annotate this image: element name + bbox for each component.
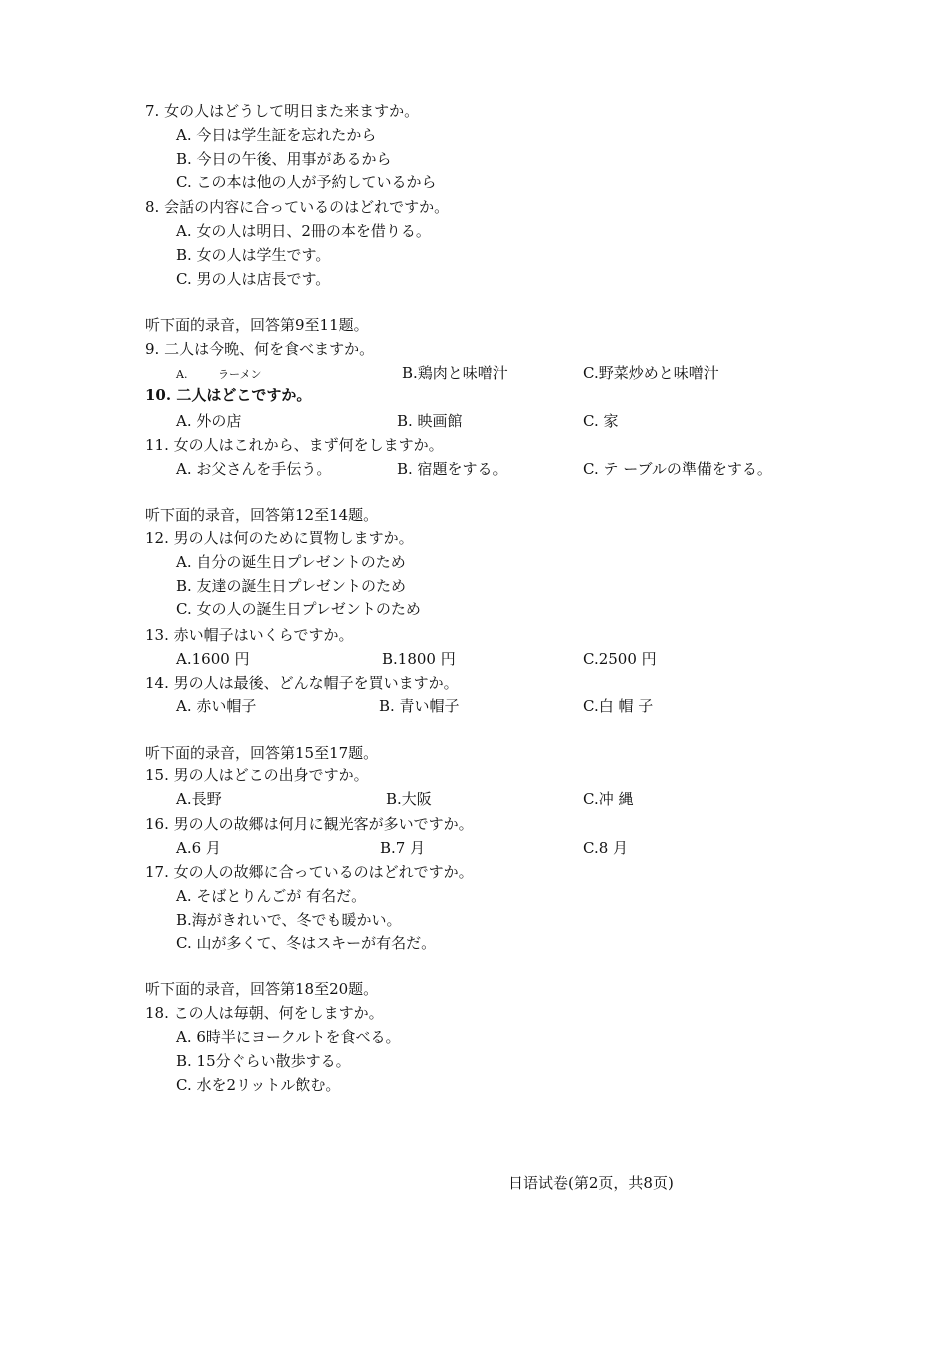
question-12: 12. 男の人は何のために買物しますか。: [145, 529, 414, 547]
q17-option-a: A. そばとりんごが 有名だ。: [176, 887, 367, 905]
q17-option-b: B.海がきれいで、冬でも暖かい。: [176, 911, 402, 929]
question-9: 9. 二人は今晩、何を食べますか。: [145, 340, 375, 358]
question-10: 10. 二人はどこですか。: [145, 386, 312, 404]
section-heading-12-14: 听下面的录音，回答第12至14题。: [145, 506, 379, 524]
q17-option-c: C. 山が多くて、冬はスキーが有名だ。: [176, 934, 437, 952]
q10-option-a: A. 外の店: [176, 412, 242, 430]
q15-option-a: A.長野: [176, 790, 222, 808]
question-13: 13. 赤い帽子はいくらですか。: [145, 626, 354, 644]
q8-option-c: C. 男の人は店長です。: [176, 270, 331, 288]
question-16: 16. 男の人の故郷は何月に観光客が多いですか。: [145, 815, 474, 833]
q8-option-b: B. 女の人は学生です。: [176, 246, 331, 264]
q7-option-a: A. 今日は学生証を忘れたから: [176, 126, 377, 144]
q18-option-c: C. 水を2リットル飲む。: [176, 1076, 341, 1094]
q10-option-b: B. 映画館: [397, 412, 463, 430]
q12-option-b: B. 友達の誕生日プレゼントのため: [176, 577, 406, 595]
section-heading-9-11: 听下面的录音，回答第9至11题。: [145, 316, 369, 334]
q9-option-c: C.野菜炒めと味噌汁: [583, 364, 719, 382]
q16-option-a: A.6 月: [176, 839, 221, 857]
q11-option-a: A. お父さんを手伝う。: [176, 460, 332, 478]
page-footer: 日语试卷(第2页，共8页): [508, 1174, 674, 1192]
q15-option-c: C.冲 縄: [583, 790, 634, 808]
q7-option-b: B. 今日の午後、用事があるから: [176, 150, 392, 168]
question-15: 15. 男の人はどこの出身ですか。: [145, 766, 369, 784]
q9-option-b: B.鶏肉と味噌汁: [402, 364, 508, 382]
question-17: 17. 女の人の故郷に合っているのはどれですか。: [145, 863, 474, 881]
q13-option-b: B.1800 円: [382, 650, 456, 668]
q12-option-c: C. 女の人の誕生日プレゼントのため: [176, 600, 421, 618]
q14-option-c: C.白 帽 子: [583, 697, 654, 715]
q16-option-b: B.7 月: [380, 839, 426, 857]
question-14: 14. 男の人は最後、どんな帽子を買いますか。: [145, 674, 459, 692]
q14-option-a: A. 赤い帽子: [176, 697, 257, 715]
q11-option-c: C. テ ーブルの準備をする。: [583, 460, 772, 478]
q8-option-a: A. 女の人は明日、2冊の本を借りる。: [176, 222, 431, 240]
q9-option-a-letter: A.: [176, 368, 188, 381]
q10-option-c: C. 家: [583, 412, 619, 430]
section-heading-18-20: 听下面的录音，回答第18至20题。: [145, 980, 379, 998]
q15-option-b: B.大阪: [386, 790, 432, 808]
q14-option-b: B. 青い帽子: [379, 697, 460, 715]
q18-option-b: B. 15分ぐらい散歩する。: [176, 1052, 351, 1070]
q12-option-a: A. 自分の诞生日プレゼントのため: [176, 553, 406, 571]
q13-option-a: A.1600 円: [176, 650, 250, 668]
q13-option-c: C.2500 円: [583, 650, 657, 668]
q16-option-c: C.8 月: [583, 839, 629, 857]
question-8: 8. 会話の内容に合っているのはどれですか。: [145, 198, 450, 216]
question-18: 18. この人は毎朝、何をしますか。: [145, 1004, 384, 1022]
q9-option-a-text: ラーメン: [218, 368, 262, 381]
q7-option-c: C. この本は他の人が予約しているから: [176, 173, 437, 191]
q11-option-b: B. 宿題をする。: [397, 460, 508, 478]
question-7: 7. 女の人はどうして明日また来ますか。: [145, 102, 420, 120]
question-11: 11. 女の人はこれから、まず何をしますか。: [145, 436, 444, 454]
q18-option-a: A. 6時半にヨークルトを食べる。: [176, 1028, 401, 1046]
section-heading-15-17: 听下面的录音，回答第15至17题。: [145, 744, 379, 762]
